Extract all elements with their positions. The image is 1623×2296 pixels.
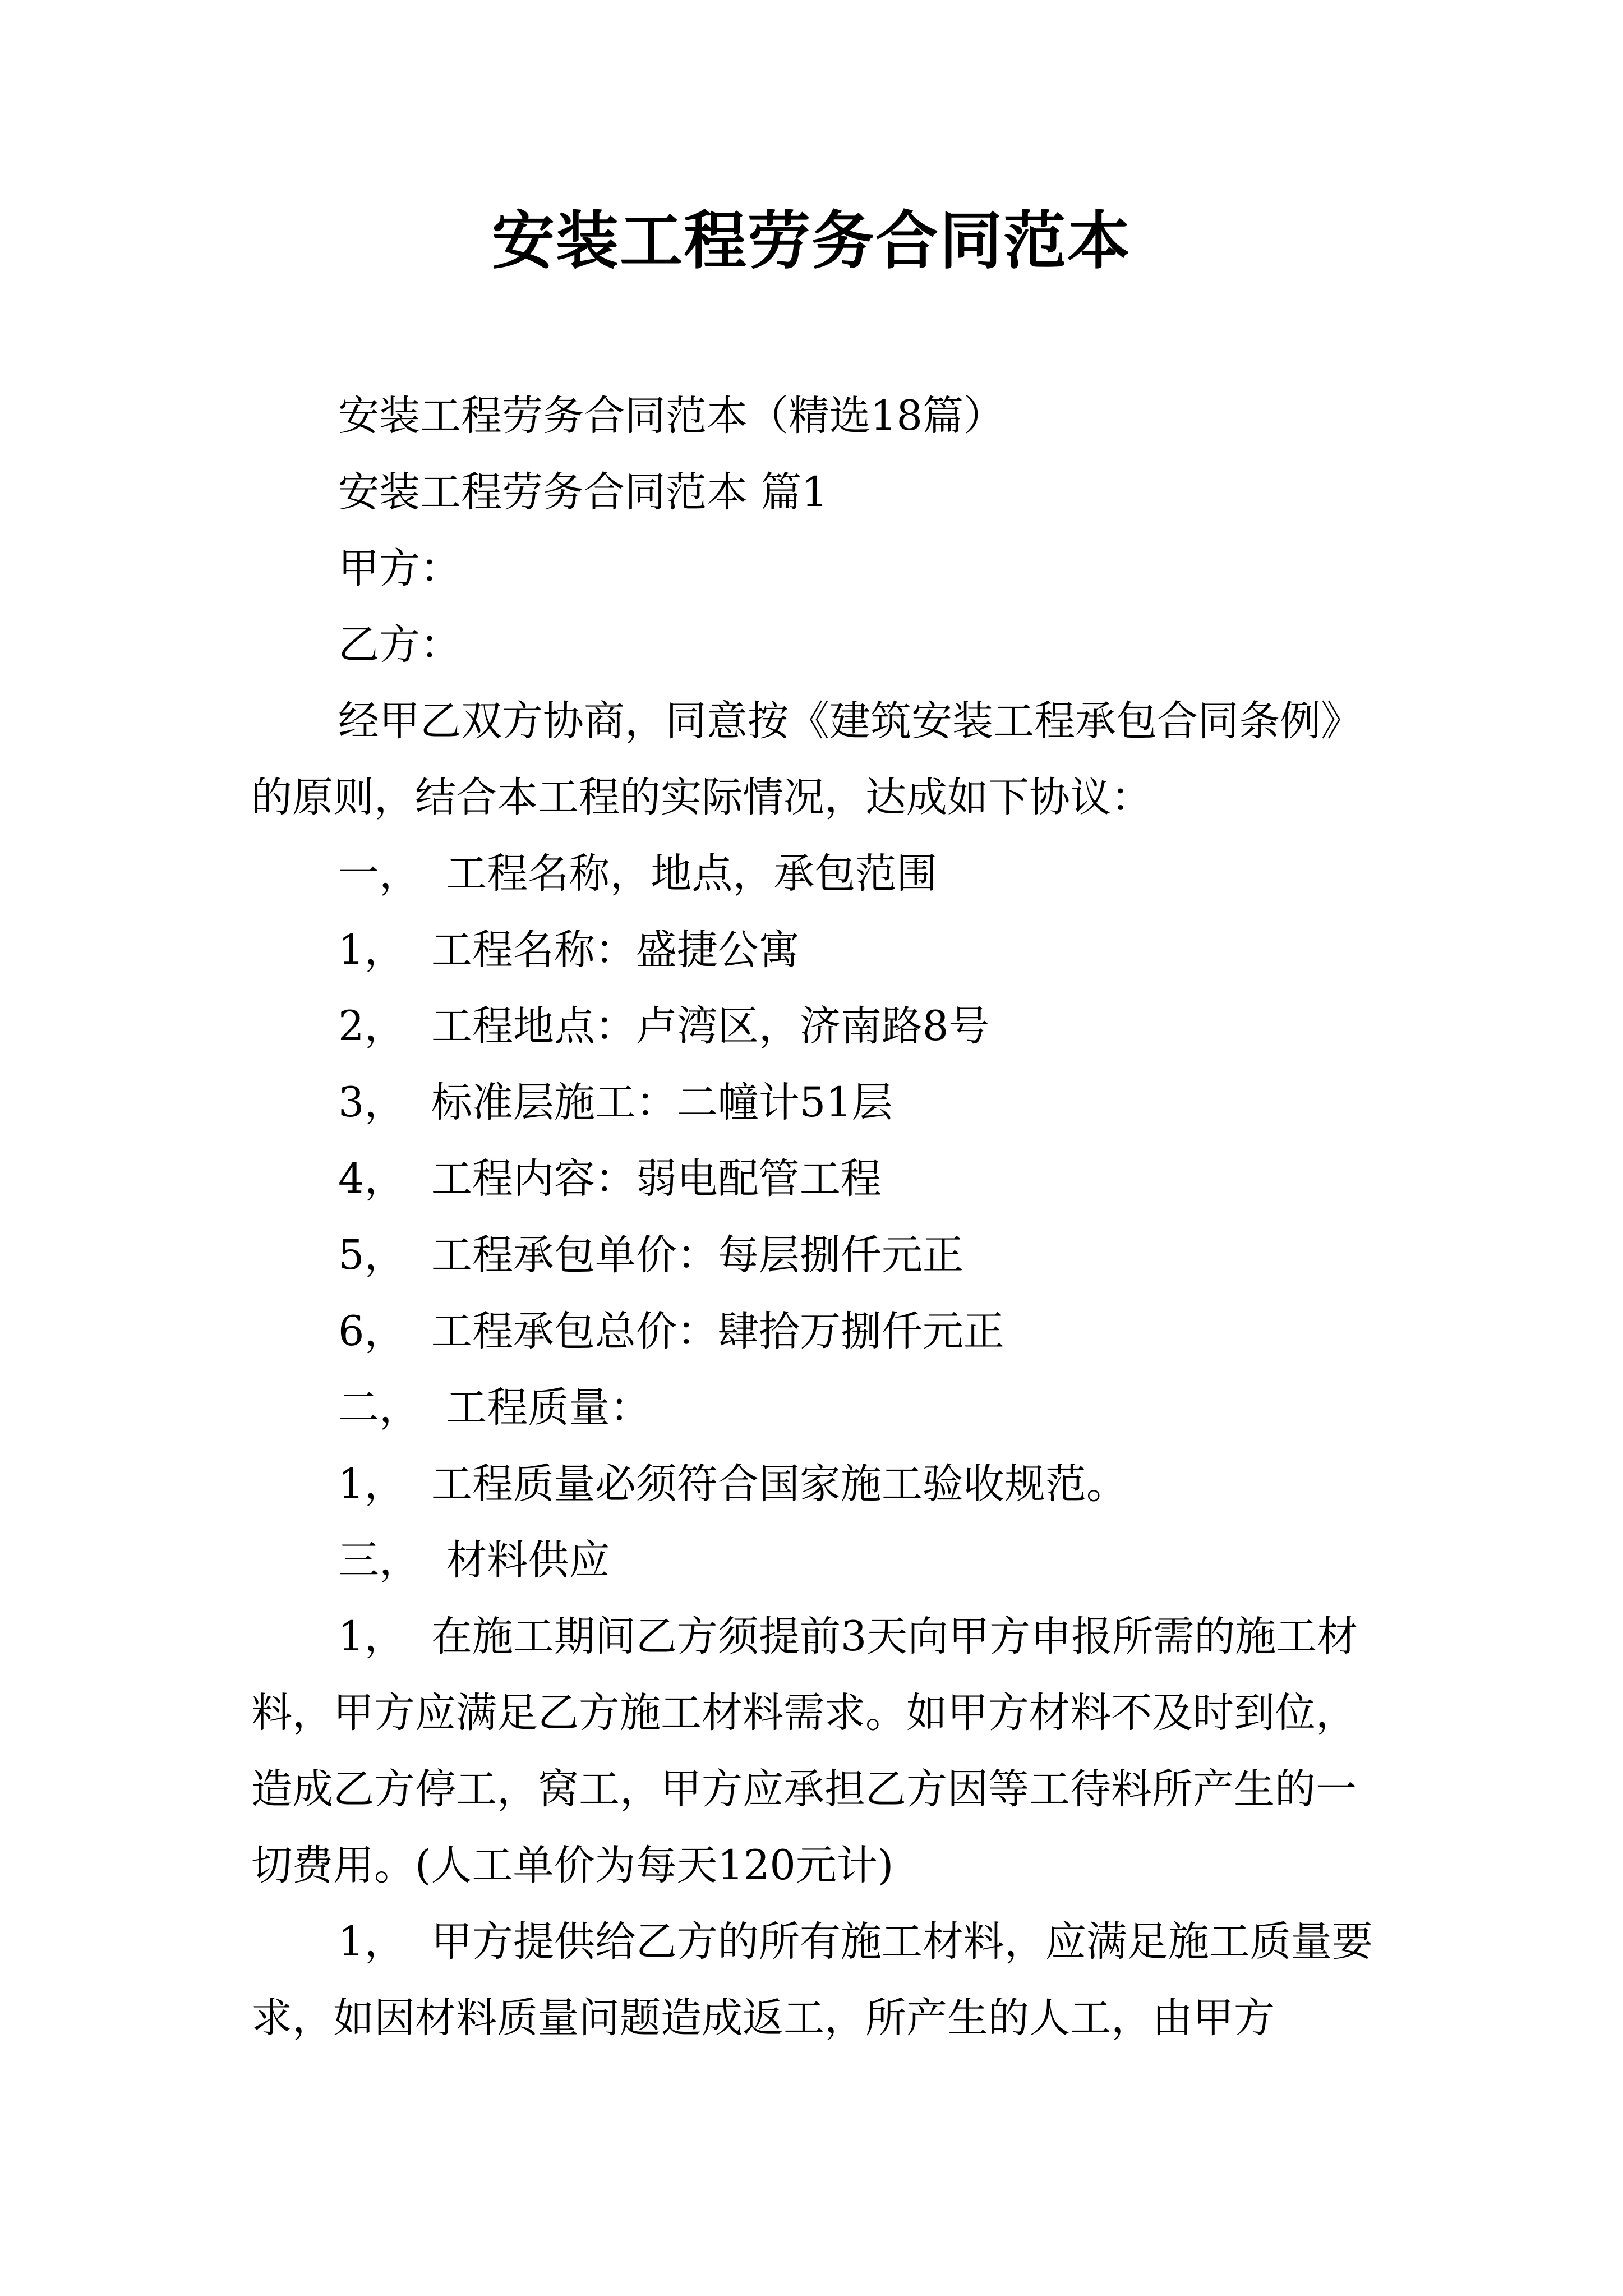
clause-item: 5， 工程承包单价：每层捌仟元正 (338, 1231, 963, 1279)
clause-item: 6， 工程承包总价：肆拾万捌仟元正 (338, 1308, 1004, 1355)
clause-paragraph: 1， 在施工期间乙方须提前3天向甲方申报所需的施工材料，甲方应满足乙方施工材料需求。如甲方材料不及时到位，造成乙方停工，窝工，甲方应承担乙方因等工待料所产生的一切费用。(人工单价为每天120元计) (251, 1613, 1358, 1889)
clause-heading-3: 三， 材料供应 (338, 1536, 610, 1584)
clause-item: 3， 标准层施工：二幢计51层 (338, 1079, 893, 1126)
preamble-paragraph: 经甲乙双方协商，同意按《建筑安装工程承包合同条例》的原则，结合本工程的实际情况，达成如下协议： (251, 697, 1362, 821)
section-heading: 安装工程劳务合同范本 篇1 (338, 468, 828, 516)
document-title: 安装工程劳务合同范本 (492, 205, 1131, 278)
clause-paragraph: 1， 甲方提供给乙方的所有施工材料，应满足施工质量要求，如因材料质量问题造成返工，所产生的人工，由甲方 (251, 1918, 1373, 2042)
clause-heading-1: 一， 工程名称，地点，承包范围 (338, 850, 938, 898)
party-a-line: 甲方： (338, 545, 461, 592)
clause-heading-2: 二， 工程质量： (338, 1384, 651, 1432)
clause-item: 1， 工程质量必须符合国家施工验收规范。 (338, 1460, 1127, 1508)
clause-item: 4， 工程内容：弱电配管工程 (338, 1155, 882, 1203)
subtitle-line: 安装工程劳务合同范本（精选18篇） (338, 392, 1004, 440)
clause-item: 2， 工程地点：卢湾区，济南路8号 (338, 1002, 990, 1050)
document-body (251, 378, 1391, 2056)
clause-item: 1， 工程名称：盛捷公寓 (338, 926, 800, 974)
party-b-line: 乙方： (338, 621, 461, 669)
